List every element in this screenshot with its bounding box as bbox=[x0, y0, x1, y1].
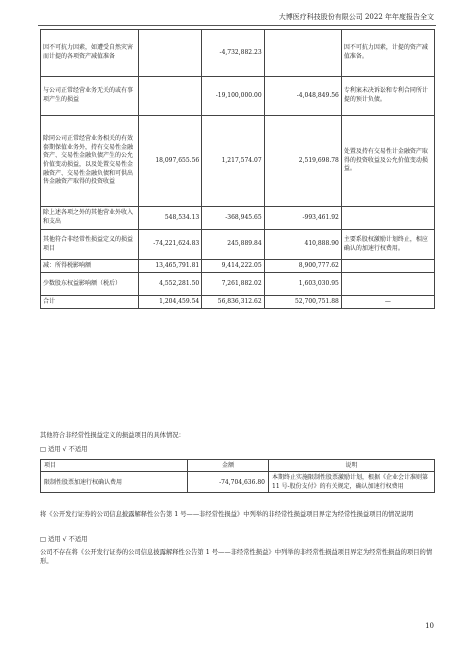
table-row bbox=[41, 472, 435, 493]
description-cell: 本期终止实施限制性股票激励计划，根据《企业会计准则第 11 号-股份支付》的有关规定，确认加速行权费用 bbox=[269, 472, 435, 493]
amount-2022-cell bbox=[138, 77, 202, 116]
table-row bbox=[41, 296, 435, 309]
amount-2022-cell: 1,204,459.54 bbox=[138, 296, 202, 309]
other-items-table bbox=[40, 459, 435, 493]
note-cell: 主要系股权激励计划终止，相应确认的加速行权费用。 bbox=[341, 230, 434, 260]
item-cell: 限制性股票加速行权确认费用 bbox=[41, 472, 188, 493]
statement-paragraph: 公司不存在将《公开发行证券的公司信息披露解释性公告第 1 号——非经常性损益》中列举的非经常性损益项目界定为经常性损益的项目的情形。 bbox=[40, 549, 433, 566]
item-cell: 合计 bbox=[41, 296, 139, 309]
amount-2020-cell: 8,900,777.62 bbox=[264, 260, 341, 273]
amount-cell: -74,704,636.80 bbox=[188, 472, 269, 493]
table-row bbox=[41, 260, 435, 273]
column-header-amount: 金额 bbox=[188, 460, 269, 472]
amount-2020-cell: 1,603,030.95 bbox=[264, 273, 341, 296]
report-header: 大博医疗科技股份有限公司 2022 年年度报告全文 bbox=[278, 13, 434, 21]
amount-2020-cell: -4,048,849.56 bbox=[264, 77, 341, 116]
amount-2022-cell: 4,552,281.50 bbox=[138, 273, 202, 296]
amount-2021-cell: 7,261,882.02 bbox=[202, 273, 264, 296]
item-cell: 因不可抗力因素，如遭受自然灾害而计提的各项资产减值准备 bbox=[41, 30, 139, 77]
amount-2022-cell: 13,465,791.81 bbox=[138, 260, 202, 273]
table-row bbox=[41, 273, 435, 296]
column-header-description: 说明 bbox=[269, 460, 435, 472]
note-cell bbox=[341, 260, 434, 273]
item-cell: 减：所得税影响额 bbox=[41, 260, 139, 273]
item-cell: 少数股东权益影响额（税后） bbox=[41, 273, 139, 296]
note-cell: 专利案未决诉讼和专利合同所计提的预计负债。 bbox=[341, 77, 434, 116]
note-cell: 因不可抗力因素，计提的资产减值准备。 bbox=[341, 30, 434, 77]
table-row bbox=[41, 30, 435, 77]
note-cell: 处置及持有交易性计金融资产取得的投资收益及公允价值变动损益。 bbox=[341, 116, 434, 207]
amount-2020-cell: -993,461.92 bbox=[264, 207, 341, 230]
amount-2021-cell: 56,836,312.62 bbox=[202, 296, 264, 309]
amount-2021-cell: -4,732,882.23 bbox=[202, 30, 264, 77]
applicability-checkbox: □ 适用 √ 不适用 bbox=[40, 536, 88, 543]
nonrecurring-gains-table bbox=[40, 29, 435, 309]
note-cell bbox=[341, 273, 434, 296]
amount-2021-cell: 1,217,574.07 bbox=[202, 116, 264, 207]
item-cell: 除同公司正常经营业务相关的有效套期保值业务外，持有交易性金融资产、交易性金融负债产生的公允价值变动损益，以及处置交易性金融资产、交易性金融负债和可供出售金融资产取得的投资收益 bbox=[41, 116, 139, 207]
item-cell: 与公司正常经营业务无关的或有事项产生的损益 bbox=[41, 77, 139, 116]
other-items-intro: 其他符合非经常性损益定义的损益项目的具体情况： bbox=[40, 432, 185, 439]
applicability-checkbox: □ 适用 √ 不适用 bbox=[40, 446, 88, 453]
table-row bbox=[41, 207, 435, 230]
amount-2020-cell: 410,888.90 bbox=[264, 230, 341, 260]
item-cell: 除上述各项之外的其他营业外收入和支出 bbox=[41, 207, 139, 230]
header-divider bbox=[38, 25, 436, 26]
amount-2020-cell: 52,700,751.88 bbox=[264, 296, 341, 309]
amount-2022-cell bbox=[138, 30, 202, 77]
table-row bbox=[41, 77, 435, 116]
amount-2021-cell: -368,945.65 bbox=[202, 207, 264, 230]
page-number: 10 bbox=[425, 622, 434, 630]
reclassification-note: 将《公开发行证券的公司信息披露解释性公告第 1 号——非经常性损益》中列举的非经常性损益项目界定为经常性损益项目的情况说明 bbox=[40, 511, 414, 518]
amount-2021-cell: 9,414,222.05 bbox=[202, 260, 264, 273]
note-cell bbox=[341, 207, 434, 230]
note-cell: — bbox=[341, 296, 434, 309]
amount-2021-cell: -19,100,000.00 bbox=[202, 77, 264, 116]
column-header-item: 项目 bbox=[41, 460, 188, 472]
table-row bbox=[41, 230, 435, 260]
item-cell: 其他符合非经常性损益定义的损益项目 bbox=[41, 230, 139, 260]
amount-2021-cell: 245,889.84 bbox=[202, 230, 264, 260]
amount-2022-cell: 548,534.13 bbox=[138, 207, 202, 230]
amount-2022-cell: 18,097,655.56 bbox=[138, 116, 202, 207]
table-header-row bbox=[41, 460, 435, 472]
amount-2020-cell bbox=[264, 30, 341, 77]
amount-2020-cell: 2,519,698.78 bbox=[264, 116, 341, 207]
amount-2022-cell: -74,221,624.83 bbox=[138, 230, 202, 260]
table-row bbox=[41, 116, 435, 207]
